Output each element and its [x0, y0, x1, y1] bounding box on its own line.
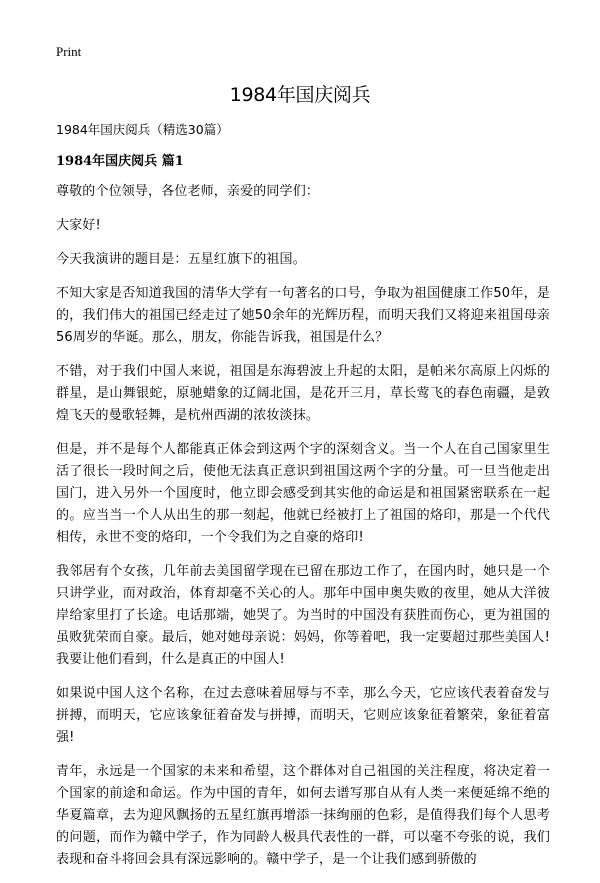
paragraph-topic: 今天我演讲的题目是：五星红旗下的祖国。 [56, 252, 306, 267]
document-subtitle: 1984年国庆阅兵（精选30篇） [56, 122, 229, 137]
paragraph-greeting: 大家好! [56, 218, 101, 233]
paragraph: 我邻居有个女孩，几年前去美国留学现在已留在那边工作了，在国内时，她只是一个只讲学业，而对政治，体育却毫不关心的人。那年中国申奥失败的夜里，她从大洋彼岸给家里打了长途。电话那端，她哭了。为当时的中国没有获胜而伤心，更为祖国的虽败犹荣而自豪。最后，她对她母亲说：妈妈，你等着吧，我一定要超过那些美国人!我要让他们看到，什么是真正的中国人! [56, 564, 550, 667]
paragraph: 不错，对于我们中国人来说，祖国是东海碧波上升起的太阳，是帕米尔高原上闪烁的群星，是山舞银蛇，原驰蜡象的辽阔北国，是花开三月，草长莺飞的春色南疆，是敦煌飞天的曼歌轻舞，是杭州西湖的浓妆淡抹。 [56, 364, 550, 423]
print-link[interactable]: Print [56, 44, 82, 59]
section-heading: 1984年国庆阅兵 篇1 [56, 154, 184, 169]
paragraph-salutation: 尊敬的个位领导，各位老师，亲爱的同学们： [56, 184, 320, 199]
paragraph: 但是，并不是每个人都能真正体会到这两个字的深刻含义。当一个人在自己国家里生活了很长一段时间之后，使他无法真正意识到祖国这两个字的分量。可一旦当他走出国门，进入另外一个国度时，他立即会感受到其实他的命运是和祖国紧密联系在一起的。应当当一个人从出生的那一刻起，他就已经被打上了祖国的烙印，那是一个代代相传，永世不变的烙印，一个令我们为之自豪的烙印! [56, 442, 550, 545]
paragraph: 青年，永远是一个国家的未来和希望，这个群体对自己祖国的关注程度，将决定着一个国家的前途和命运。作为中国的青年，如何去谱写那自从有人类一来便延绵不绝的华夏篇章，去为迎风飘扬的五星红旗再增添一抹绚丽的色彩，是值得我们每个人思考的问题，而作为赣中学子，作为同龄人极具代表性的一群，可以毫不夸张的说，我们表现和奋斗将回会具有深远影响的。赣中学子，是一个让我们感到骄傲的 [56, 764, 550, 867]
paragraph: 不知大家是否知道我国的清华大学有一句著名的口号，争取为祖国健康工作50年，是的，我们伟大的祖国已经走过了她50余年的光辉历程，而明天我们又将迎来祖国母亲56周岁的华诞。那么，朋友，你能告诉我，祖国是什么？ [56, 286, 550, 345]
paragraph: 如果说中国人这个名称，在过去意味着屈辱与不幸，那么今天，它应该代表着奋发与拼搏，而明天，它应该象征着奋发与拼搏，而明天，它则应该象征着繁荣，象征着富强! [56, 686, 550, 745]
document-title: 1984年国庆阅兵 [229, 84, 371, 106]
document-body [56, 181, 550, 883]
